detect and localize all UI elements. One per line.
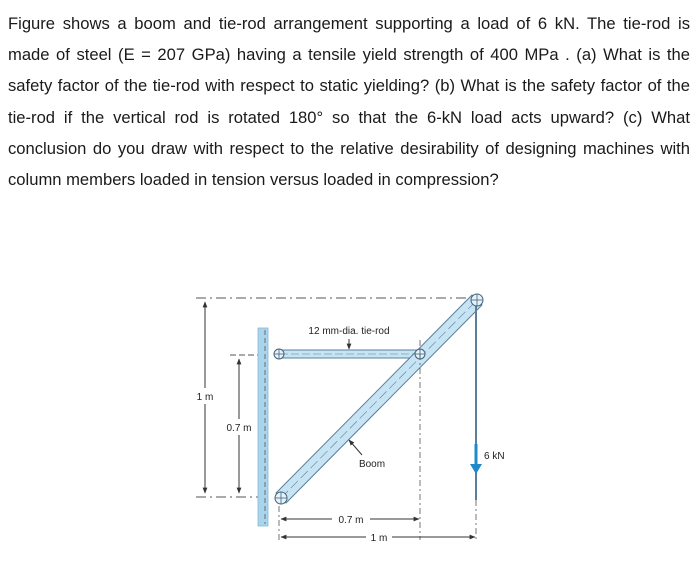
width-total-label: 1 m xyxy=(370,533,388,544)
wall xyxy=(258,328,268,526)
tie-rod-label: 12 mm-dia. tie-rod xyxy=(308,326,390,337)
pin-boom-top xyxy=(471,294,483,306)
problem-text: Figure shows a boom and tie-rod arrangement supporting a load of 6 kN. The tie-rod is made of steel (E = 207 GPa) having a tensile yield strength of 400 MPa . (a) What is the safety factor of the tie-rod with respect to static yielding? (b) What is the safety factor of the tie-rod if the vertical rod is rotated 180° so that the 6-kN load acts upward? (c) What conclusion do you draw with respect to the relative desirability of designing machines with column members loaded in tension versus loaded in compression? xyxy=(8,14,690,190)
height-total-label: 1 m xyxy=(196,392,214,403)
load-arrowhead xyxy=(470,464,482,474)
boom-leader xyxy=(349,440,362,455)
height-tie-label: 0.7 m xyxy=(226,423,252,434)
boom-label: Boom xyxy=(358,459,386,470)
width-tie-label: 0.7 m xyxy=(338,515,364,526)
load-label: 6 kN xyxy=(484,451,505,462)
pin-boom-base xyxy=(275,492,287,504)
pin-wall-tie xyxy=(274,349,284,359)
